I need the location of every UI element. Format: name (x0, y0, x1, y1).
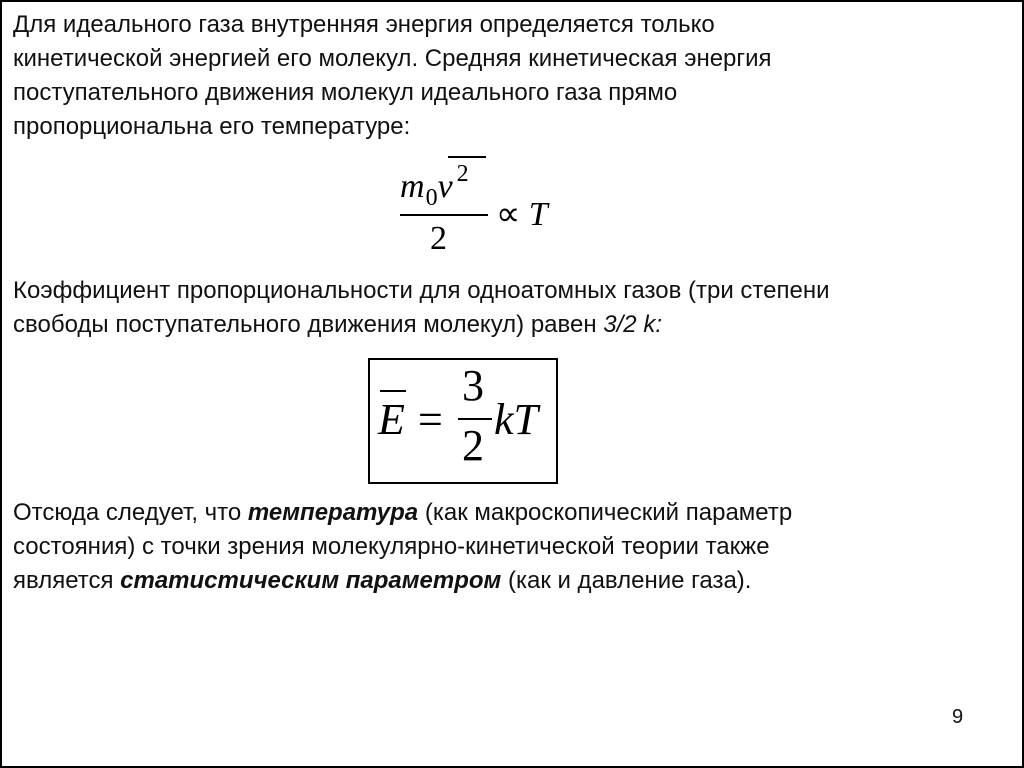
coefficient-line-1: Коэффициент пропорциональности для одноатомных газов (три степени (13, 277, 830, 304)
conclusion-line-3 (13, 564, 1003, 598)
temperature-emphasis: температура (247, 499, 419, 526)
coefficient-line-2 (13, 308, 1003, 342)
kinetic-energy-proportionality-formula (400, 154, 570, 264)
mean-square-overline (448, 156, 486, 158)
proportional-symbol: ∝ (496, 196, 521, 233)
coefficient-line-2-text: свободы поступательного движения молекул) равен (13, 311, 604, 338)
formula-rhs (496, 194, 548, 234)
conclusion-line-1-prefix: Отсюда следует, что (13, 499, 248, 526)
page-number: 9 (952, 706, 964, 728)
intro-line-3: поступательного движения молекул идеального газа прямо (13, 79, 678, 106)
formula-denominator: 2 (430, 220, 447, 257)
conclusion-line-1-suffix: (как макроскопический параметр (418, 499, 793, 526)
intro-paragraph (13, 8, 1003, 144)
intro-line-4: пропорциональна его температуре: (13, 113, 411, 140)
intro-line-1: Для идеального газа внутренняя энергия определяется только (13, 11, 715, 38)
formula-numerator (400, 161, 469, 211)
conclusion-line-2: состояния) с точки зрения молекулярно-кинетической теории также (13, 533, 770, 560)
temperature-symbol: T (528, 196, 548, 233)
coefficient-value: 3/2 k: (603, 311, 662, 338)
mass-subscript: 0 (425, 185, 438, 211)
fraction-denominator: 2 (462, 421, 484, 470)
mass-symbol: m (400, 168, 425, 205)
velocity-symbol: v (437, 168, 453, 205)
mean-energy-overline (380, 390, 406, 392)
fraction-bar (400, 214, 488, 216)
kt-term: kT (494, 395, 538, 444)
conclusion-line-3-suffix: (как и давление газа). (501, 567, 752, 594)
conclusion-line-1 (13, 496, 1003, 530)
mean-energy-formula-box (368, 358, 558, 484)
velocity-exponent: 2 (456, 161, 469, 187)
intro-line-2: кинетической энергией его молекул. Средняя кинетическая энергия (13, 45, 772, 72)
mean-energy-formula (370, 360, 556, 482)
statistical-parameter-emphasis: статистическим параметром (120, 567, 502, 594)
coefficient-paragraph (13, 274, 1003, 342)
conclusion-line-3-prefix: является (13, 567, 121, 594)
fraction-numerator: 3 (462, 361, 484, 410)
equals-sign: = (418, 395, 443, 444)
mean-energy-symbol: E (378, 395, 405, 444)
conclusion-paragraph (13, 496, 1003, 598)
